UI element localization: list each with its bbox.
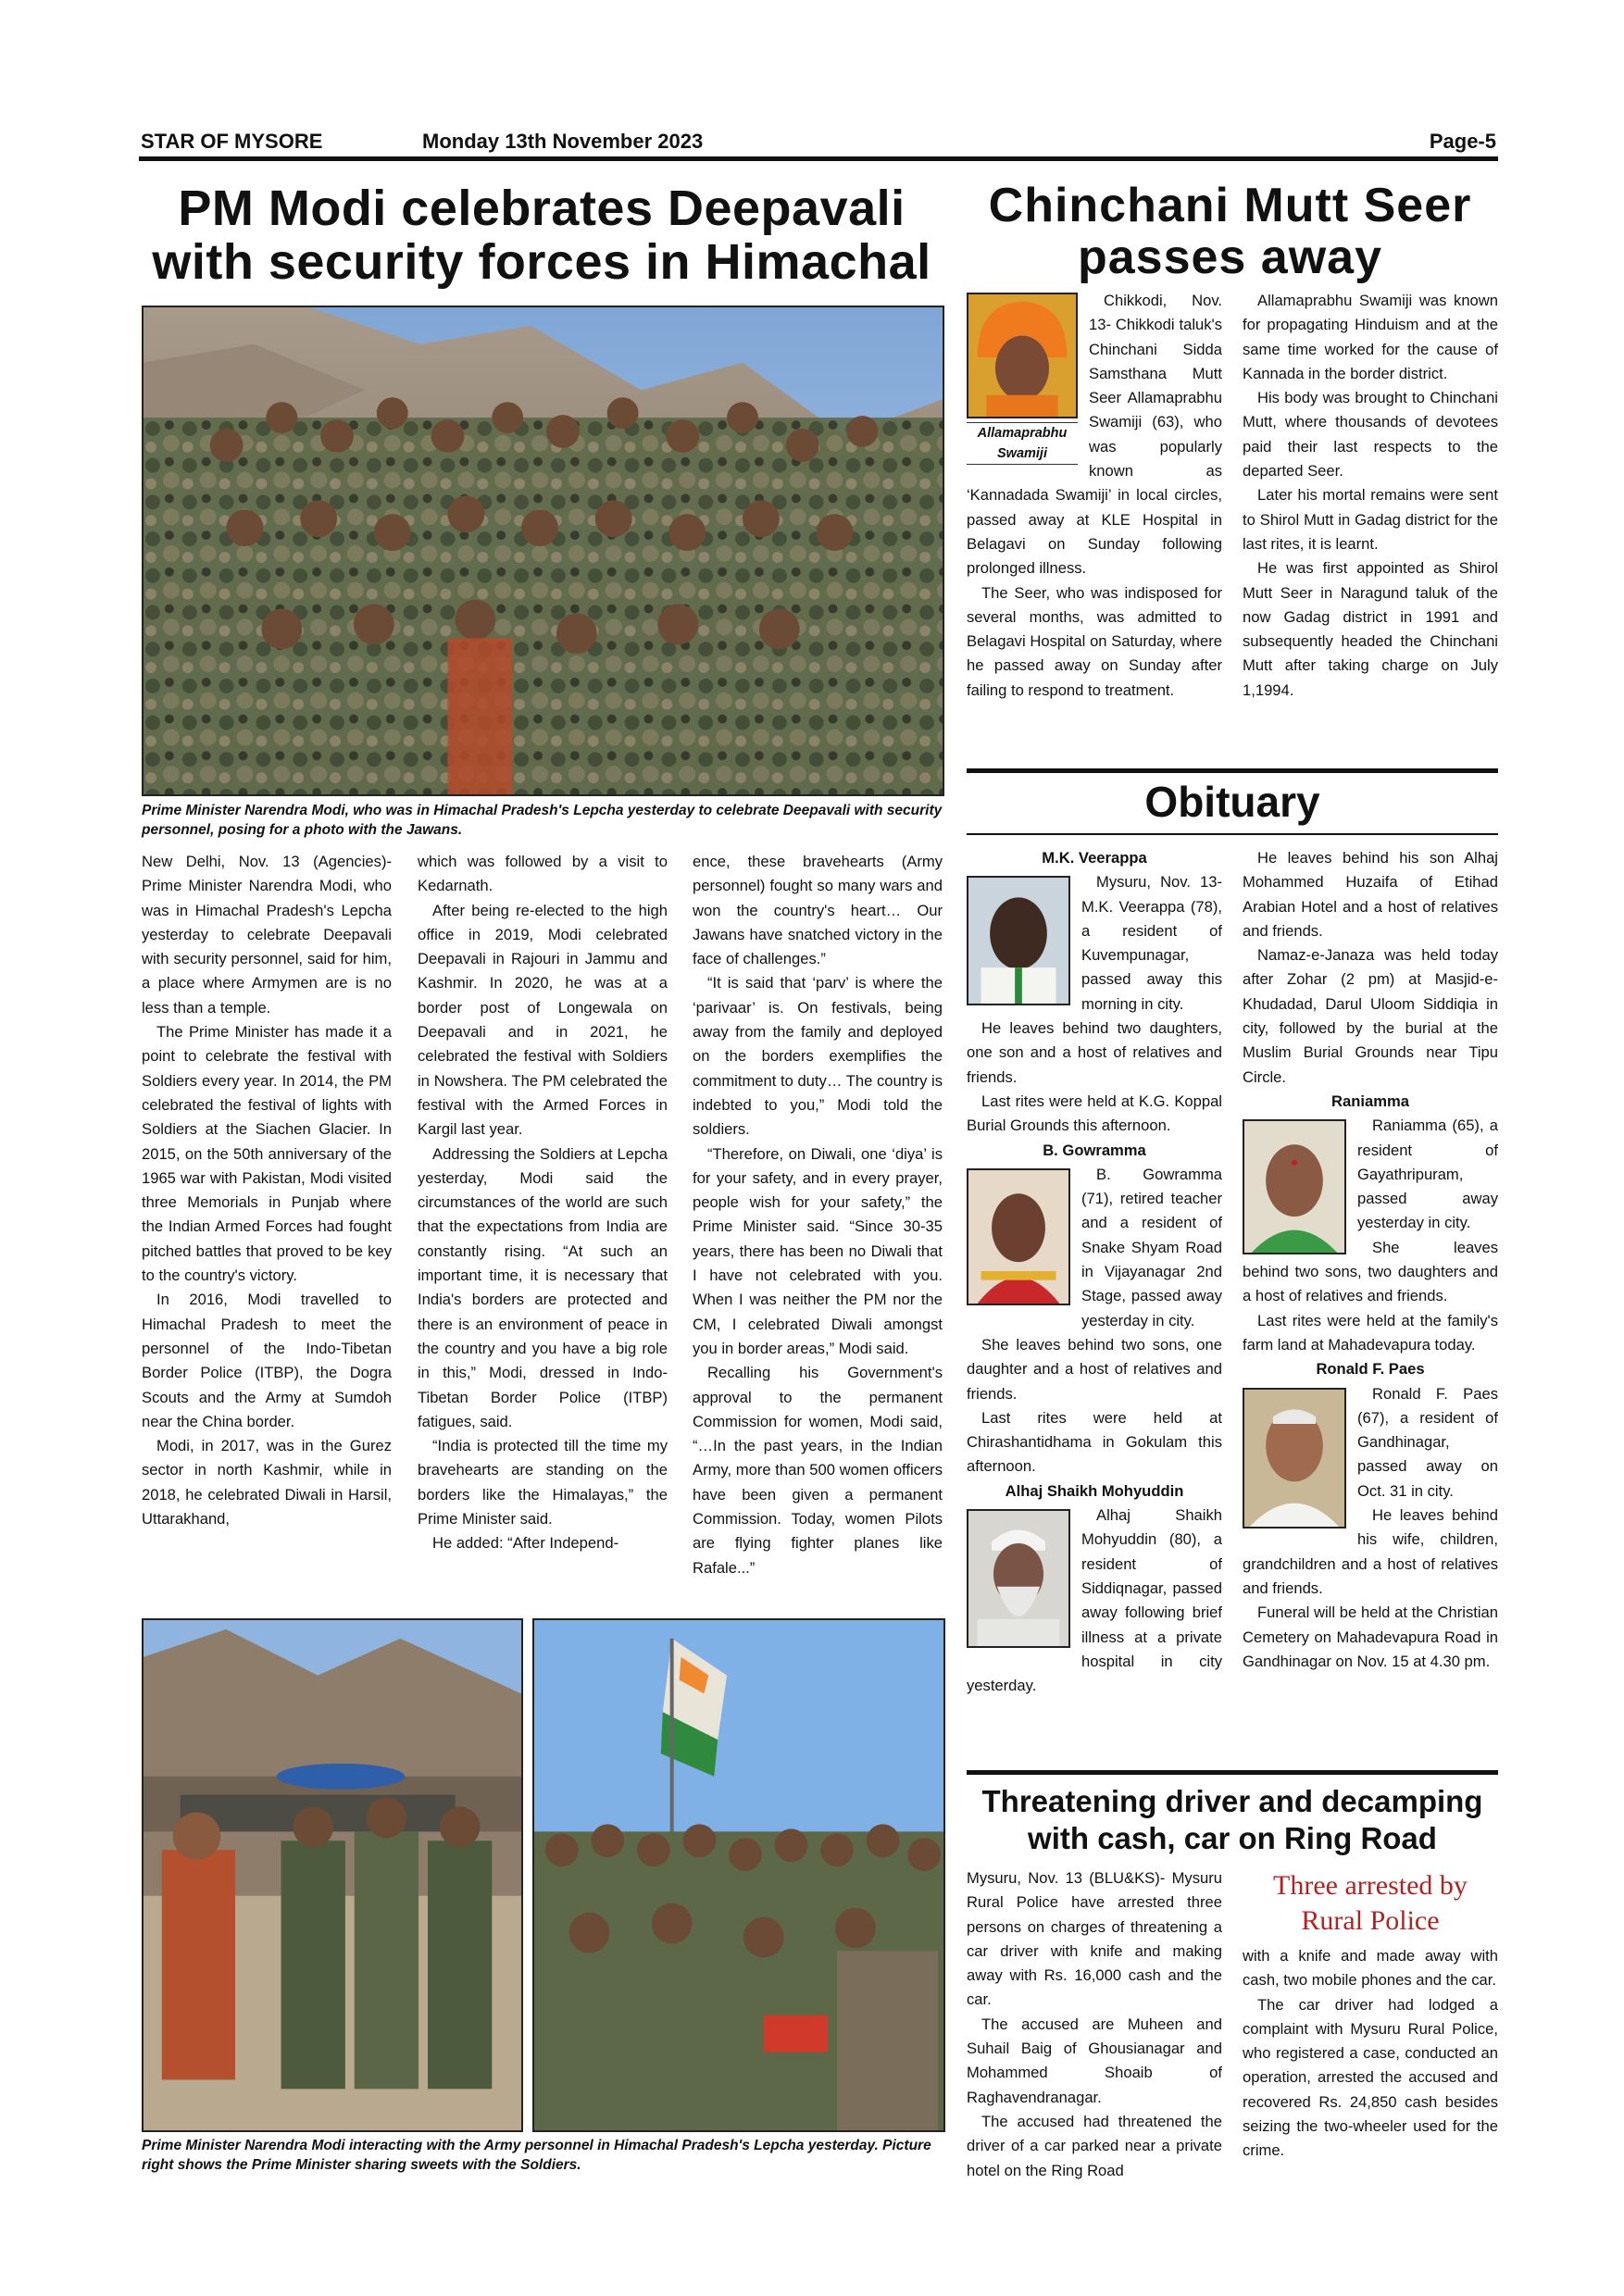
paragraph: Mysuru, Nov. 13- M.K. Veerappa (78), a resident of Kuvempunagar, passed away this morning in city. <box>1081 873 1222 1013</box>
main-headline-line2: with security forces in Himachal <box>152 234 931 291</box>
main-story-col3 <box>693 850 943 1580</box>
page-header <box>139 130 1498 161</box>
obituary-name-veerappa: M.K. Veerappa <box>1042 849 1147 867</box>
raniamma-photo <box>1243 1119 1346 1254</box>
paragraph: She leaves behind two sons, two daughters and a host of relatives and friends. <box>1243 1238 1498 1305</box>
paragraph: New Delhi, Nov. 13 (Agencies)- Prime Minister Narendra Modi, who was in Himachal Pradesh's Lepcha yesterday to celebrate Deepavali with security personnel, said for him, a place where Armymen are is no less than a temple. <box>142 853 392 1017</box>
paragraph: After being re-elected to the high office in 2019, Modi celebrated Deepavali in Rajouri in Jammu and Kashmir. In 2020, he was at a border post of Longewala on Deepavali and in 2021, he celebrated the festival with Soldiers in Nowshera. The PM celebrated the festival with the Armed Forces in Kargil last year. <box>418 901 668 1139</box>
ring-road-col2 <box>1243 1866 1498 2164</box>
paragraph: The Seer, who was indisposed for several months, was admitted to Belagavi Hospital on Saturday, where he passed away on Sunday after failing to respond to treatment. <box>967 583 1222 699</box>
paragraph: Last rites were held at Chirashantidhama in Gokulam this afternoon. <box>967 1408 1222 1476</box>
paragraph: Mysuru, Nov. 13 (BLU&KS)- Mysuru Rural Police have arrested three persons on charges of threatening a car driver with knife and making away with Rs. 16,000 cash and the car. <box>967 1869 1222 2009</box>
chinchani-col1 <box>967 289 1222 703</box>
paragraph: B. Gowramma (71), retired teacher and a resident of Snake Shyam Road in Vijayanagar 2nd Stage, passed away yesterday in city. <box>1081 1165 1222 1329</box>
ring-road-col1 <box>967 1866 1222 2183</box>
chinchani-headline <box>959 180 1501 283</box>
ring-road-headline-line1: Threatening driver and decamping <box>981 1784 1483 1818</box>
main-story-col1 <box>142 850 392 1531</box>
obituary-name-mohyuddin: Alhaj Shaikh Mohyuddin <box>1005 1481 1184 1500</box>
bottom-photo-caption: Prime Minister Narendra Modi interacting with the Army personnel in Himachal Pradesh's Lepcha yesterday. Picture right shows the Prime Minister sharing sweets with the Soldiers. <box>142 2138 931 2173</box>
paragraph: He leaves behind his son Alhaj Mohammed Huzaifa of Etihad Arabian Hotel and a host of relatives and friends. <box>1243 849 1498 940</box>
seer-photo <box>967 293 1078 418</box>
obituary-name-gowramma: B. Gowramma <box>1043 1141 1146 1159</box>
section-divider <box>967 1770 1498 1775</box>
paragraph: Ronald F. Paes (67), a resident of Gandhinagar, passed away on Oct. 31 in city. <box>1357 1384 1498 1500</box>
paragraph: “Therefore, on Diwali, one ‘diya’ is for your safety, and in every prayer, people wish for your safety,” the Prime Minister said. “Since 30-35 years, there has been no Diwali that I have not celebrated with you. When I was neither the PM nor the CM, I celebrated Diwali amongst you in border areas,” Modi said. <box>693 1144 943 1357</box>
pm-interacting-photo <box>142 1618 523 2132</box>
paragraph: The car driver had lodged a complaint with Mysuru Rural Police, who registered a case, conducted an operation, arrested the accused and recovered Rs. 24,850 cash besides seizing the two-wheeler used for the crime. <box>1243 1995 1498 2160</box>
issue-date: Monday 13th November 2023 <box>422 130 704 153</box>
paragraph: He was first appointed as Shirol Mutt Seer in Naragund taluk of the now Gadag district in 1991 and subsequently headed the Chinchani Mutt after taking charge on July 1,1994. <box>1243 559 1498 699</box>
paragraph: The accused had threatened the driver of a car parked near a private hotel on the Ring Road <box>967 2112 1222 2179</box>
paragraph: She leaves behind two sons, one daughter and a host of relatives and friends. <box>967 1335 1222 1403</box>
paragraph: Modi, in 2017, was in the Gurez sector in north Kashmir, while in 2018, he celebrated Diwali in Harsil, Uttarakhand, <box>142 1437 392 1529</box>
paragraph: Alhaj Shaikh Mohyuddin (80), a resident of Siddiqnagar, passed away following brief illness at a private hospital in city yesterday. <box>967 1506 1222 1695</box>
obituary-name-raniamma: Raniamma <box>1331 1092 1409 1110</box>
paragraph: The accused are Muheen and Suhail Baig of Ghousianagar and Mohammed Shoaib of Raghavendranagar. <box>967 2015 1222 2106</box>
seer-photo-caption: Allamaprabhu Swamiji <box>967 422 1078 465</box>
seer-photo-block <box>967 293 1078 465</box>
chinchani-headline-line2: passes away <box>1077 231 1383 285</box>
paragraph: Funeral will be held at the Christian Cemetery on Mahadevapura Road in Gandhinagar on Nov. 15 at 4.30 pm. <box>1243 1603 1498 1670</box>
chinchani-col2 <box>1243 289 1498 703</box>
obituary-col1 <box>967 846 1222 1698</box>
veerappa-photo <box>967 876 1070 1005</box>
main-headline-line1: PM Modi celebrates Deepavali <box>178 181 906 236</box>
obituary-name-paes: Ronald F. Paes <box>1316 1360 1425 1379</box>
paragraph: Last rites were held at the family's farm land at Mahadevapura today. <box>1243 1311 1498 1354</box>
paragraph: “India is protected till the time my bravehearts are standing on the borders like the Himalayas,” the Prime Minister said. <box>418 1437 668 1529</box>
page-number: Page-5 <box>1429 130 1496 153</box>
pm-sharing-sweets-photo <box>532 1618 945 2132</box>
paragraph: Later his mortal remains were sent to Shirol Mutt in Gadag district for the last rites, it is learnt. <box>1243 486 1498 553</box>
paragraph: Addressing the Soldiers at Lepcha yesterday, Modi said the circumstances of the world are such that the expectations from India are constantly rising. “At such an important time, it is necessary that India's borders are protected and there is an environment of peace in the country and you have a big role in this,” Modi, dressed in Indo-Tibetan Border Police (ITBP) fatigues, said. <box>418 1144 668 1430</box>
paes-photo <box>1243 1388 1346 1529</box>
paragraph: Namaz-e-Janaza was held today after Zohar (2 pm) at Masjid-e-Khudadad, Darul Uloom Siddiqia in city, followed by the burial at the Muslim Burial Grounds near Tipu Circle. <box>1243 946 1498 1086</box>
main-story-col2 <box>418 850 668 1556</box>
mohyuddin-photo <box>967 1509 1070 1648</box>
gowramma-photo <box>967 1168 1070 1305</box>
paragraph: The Prime Minister has made it a point to celebrate the festival with Soldiers every year. In 2014, the PM celebrated the festival of lights with Soldiers at the Siachen Glacier. In 2015, on the 50th anniversary of the 1965 war with Pakistan, Modi visited three Memorials in Punjab where the Indian Armed Forces had fought pitched battles that proved to be key to the country's victory. <box>142 1023 392 1285</box>
main-headline <box>139 181 944 290</box>
paragraph: In 2016, Modi travelled to Himachal Pradesh to meet the personnel of the Indo-Tibetan Border Police (ITBP), the Dogra Scouts and the Army at Sumdoh near the China border. <box>142 1291 392 1430</box>
ring-road-headline <box>967 1783 1498 1857</box>
obituary-title: Obituary <box>1144 778 1320 826</box>
ring-road-subhead: Three arrested by Rural Police <box>1273 1870 1468 1936</box>
paragraph: Allamaprabhu Swamiji was known for propagating Hinduism and at the same time worked for the cause of Kannada in the border district. <box>1243 292 1498 382</box>
paragraph: He leaves behind two daughters, one son and a host of relatives and friends. <box>967 1019 1222 1086</box>
ring-road-headline-line2: with cash, car on Ring Road <box>1028 1821 1437 1855</box>
paragraph: His body was brought to Chinchani Mutt, where thousands of devotees paid their last respects to the departed Seer. <box>1243 389 1498 480</box>
obituary-divider <box>967 833 1498 835</box>
paragraph: Raniamma (65), a resident of Gayathripuram, passed away yesterday in city. <box>1357 1117 1498 1232</box>
paragraph: ence, these bravehearts (Army personnel) fought so many wars and won the country's heart… Our Jawans have snatched victory in the face of challenges.” <box>693 853 943 968</box>
paragraph: which was followed by a visit to Kedarnath. <box>418 853 668 895</box>
paragraph: “It is said that ‘parv’ is where the ‘parivaar’ is. On festivals, being away from the family and deployed on the borders exemplifies the commitment to duty… The country is indebted to you,” Modi told the soldiers. <box>693 974 943 1139</box>
obituary-col2 <box>1243 846 1498 1674</box>
paragraph: He added: “After Independ- <box>432 1534 619 1553</box>
chinchani-headline-line1: Chinchani Mutt Seer <box>988 179 1472 232</box>
paragraph: He leaves behind his wife, children, grandchildren and a host of relatives and friends. <box>1243 1506 1498 1597</box>
paragraph: Last rites were held at K.G. Koppal Burial Grounds this afternoon. <box>967 1092 1222 1135</box>
section-divider <box>967 768 1498 773</box>
paragraph: Chikkodi, Nov. 13- Chikkodi taluk's Chinchani Sidda Samsthana Mutt Seer Allamaprabhu Swamiji (63), who was popularly known as ‘Kannadada Swamiji’ in local circles, passed away at KLE Hospital in Belagavi on Sunday following prolonged illness. <box>967 292 1222 578</box>
top-photo-caption: Prime Minister Narendra Modi, who was in Himachal Pradesh's Lepcha yesterday to celebrate Deepavali with security personnel, posing for a photo with the Jawans. <box>142 803 943 838</box>
paragraph: Recalling his Government's approval to the permanent Commission for women, Modi said, “…In the past years, in the Indian Army, more than 500 women officers have been given a permanent Commission. Today, women Pilots are flying fighter planes like Rafale...” <box>693 1364 943 1577</box>
newspaper-name: STAR OF MYSORE <box>141 130 323 153</box>
soldiers-group-photo <box>142 306 944 796</box>
paragraph: with a knife and made away with cash, two mobile phones and the car. <box>1243 1947 1498 1990</box>
